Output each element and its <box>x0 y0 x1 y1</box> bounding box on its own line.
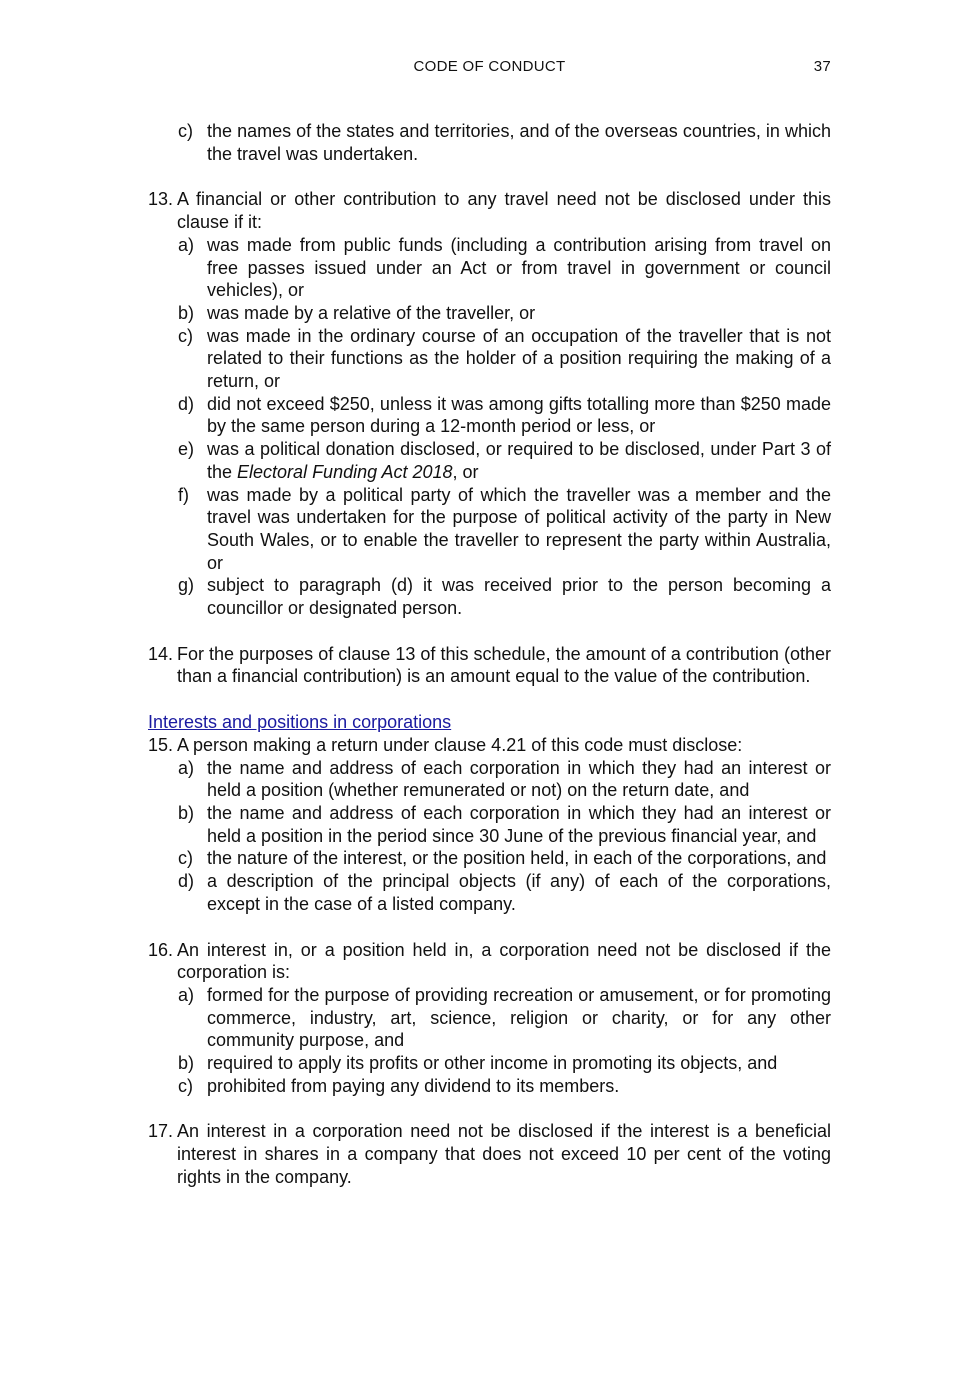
item-label: b) <box>178 302 195 323</box>
clause-14 <box>148 643 831 688</box>
list-item <box>148 325 831 393</box>
item-label: a) <box>178 234 195 255</box>
clause-number: 13. <box>148 189 174 210</box>
item-text: subject to paragraph (d) it was received prior to the person becoming a councillor or designated person. <box>207 575 831 619</box>
act-title: Electoral Funding Act 2018 <box>237 461 453 482</box>
list-item <box>148 574 831 619</box>
item-text: the name and address of each corporation in which they had an interest or held a position in the period since 30 June of the previous financial year, and <box>207 802 831 846</box>
item-text: was made from public funds (including a contribution arising from travel on free passes issued under an Act or from travel in government or council vehicles), or <box>207 234 831 301</box>
item-text: formed for the purpose of providing recreation or amusement, or for promoting commerce, industry, art, science, religion or charity, or for any other community purpose, and <box>207 984 831 1051</box>
clause-13-items <box>148 234 831 620</box>
item-label: e) <box>178 439 195 460</box>
item-label: d) <box>178 393 195 414</box>
clause-text: A person making a return under clause 4.21 of this code must disclose: <box>177 734 743 755</box>
clause-15-items <box>148 757 831 916</box>
clause-text: An interest in, or a position held in, a corporation need not be disclosed if the corporation is: <box>177 939 831 983</box>
item-label: c) <box>178 848 193 869</box>
list-item <box>148 757 831 802</box>
item-text-after: , or <box>452 461 479 482</box>
list-item <box>148 1052 831 1075</box>
item-text <box>207 439 831 482</box>
clause-number: 16. <box>148 939 174 960</box>
item-label: c) <box>178 121 193 141</box>
list-item <box>148 438 831 483</box>
item-label: c) <box>178 1075 193 1096</box>
item-label: b) <box>178 802 195 823</box>
item-text: was made by a relative of the traveller, or <box>207 302 536 323</box>
list-item <box>148 847 831 870</box>
section-heading-link[interactable]: Interests and positions in corporations <box>148 712 452 733</box>
item-text: the name and address of each corporation in which they had an interest or held a position (whether remunerated or not) on the return date, and <box>207 757 831 801</box>
item-text: required to apply its profits or other income in promoting its objects, and <box>207 1053 778 1074</box>
list-item <box>148 234 831 302</box>
list-item <box>148 870 831 915</box>
item-label: a) <box>178 757 195 778</box>
item-text: did not exceed $250, unless it was among gifts totalling more than $250 made by the same person during a 12-month period or less, or <box>207 393 831 437</box>
item-text: was made by a political party of which the traveller was a member and the travel was undertaken for the purpose of political activity of the party in New South Wales, or to enable the traveller to represent the party within Australia, or <box>207 484 831 573</box>
item-text-before: was a political donation disclosed, or required to be disclosed, under Part 3 of the <box>207 439 831 482</box>
item-label: d) <box>178 871 195 892</box>
list-item <box>148 302 831 325</box>
clause-15 <box>148 734 831 757</box>
clause-17 <box>148 1120 831 1188</box>
clause-number: 17. <box>148 1121 174 1142</box>
page-header <box>148 58 831 78</box>
list-item <box>148 984 831 1052</box>
item-text: the names of the states and territories, and of the overseas countries, in which the travel was undertaken. <box>207 121 831 164</box>
list-item <box>148 393 831 438</box>
item-text: a description of the principal objects (if any) of each of the corporations, except in the case of a listed company. <box>207 871 831 914</box>
item-label: b) <box>178 1053 195 1074</box>
clause-text: An interest in a corporation need not be disclosed if the interest is a beneficial interest in shares in a company that does not exceed 10 per cent of the voting rights in the company. <box>177 1121 831 1187</box>
list-item <box>148 120 831 165</box>
clause-text: A financial or other contribution to any travel need not be disclosed under this clause if it: <box>177 189 831 233</box>
list-item <box>148 484 831 575</box>
page-number: 37 <box>813 58 831 75</box>
header-title: CODE OF CONDUCT <box>413 58 566 75</box>
clause-number: 14. <box>148 643 174 664</box>
clause-number: 15. <box>148 734 174 755</box>
item-label: c) <box>178 325 193 346</box>
clause-16-items <box>148 984 831 1098</box>
clause-16 <box>148 939 831 984</box>
item-text: prohibited from paying any dividend to its members. <box>207 1075 620 1096</box>
list-item <box>148 802 831 847</box>
list-item <box>148 1075 831 1098</box>
item-label: a) <box>178 984 195 1005</box>
document-body <box>148 120 831 1189</box>
item-text: was made in the ordinary course of an occupation of the traveller that is not related to their functions as the holder of a position requiring the making of a return, or <box>207 325 831 392</box>
item-label: g) <box>178 575 195 596</box>
item-text: the nature of the interest, or the position held, in each of the corporations, and <box>207 848 827 869</box>
clause-13 <box>148 188 831 233</box>
item-label: f) <box>178 484 189 505</box>
clause-text: For the purposes of clause 13 of this schedule, the amount of a contribution (other than a financial contribution) is an amount equal to the value of the contribution. <box>177 643 831 687</box>
